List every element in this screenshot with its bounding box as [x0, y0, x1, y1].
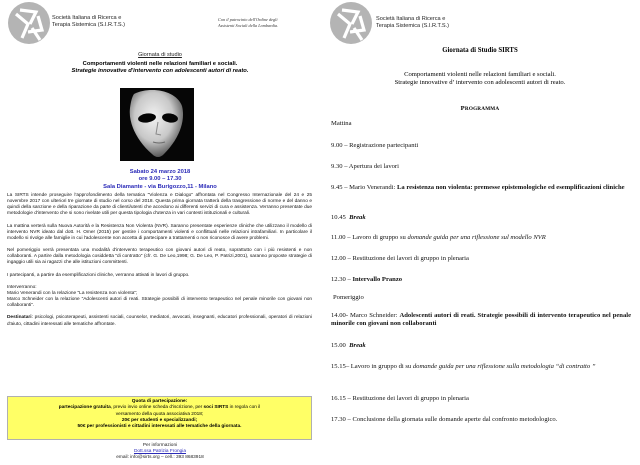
org-name: Società Italiana di Ricerca e Terapia Sistemica (S.I.R.T.S.) — [52, 15, 126, 28]
schedule-item: 14.00- Marco Schneider: Adolescenti autori di reati. Strategie possibili di intervento terapeutico nel penale minorile con giovani non collaboranti — [331, 312, 632, 328]
schedule-item: 10.45 Break — [331, 214, 366, 221]
schedule-item: 15.00 Break — [331, 342, 366, 349]
schedule-item: 12.30 – Intervallo Pranzo — [331, 276, 403, 283]
program-title: Giornata di Studio SIRTS — [442, 47, 518, 54]
schedule-section: Mattina — [331, 120, 352, 127]
event-time: ore 9.00 – 17.30 — [138, 176, 182, 183]
paragraph: La mattina verterà sulla Nuova Autorità e la Resistenza Non Violenta (NVR). Saranno presentate esperienze cliniche che utilizzano il modello di intervento NVR ideato dal dott. H. Omer (2015) per gestire i comportamenti violenti e conflittuali nelle relazioni intrafamiliari. In particolare il modello si rivolge alle famiglie in cui l'adolescente non accetta di partecipare a trattamenti o non riconosce di avere problemi. — [7, 223, 312, 241]
speakers-block: Interverranno: Mario Venerandi con la relazione "La resistenza non violenta"; Marco Schneider con la relazione "Adolescenti autori di reati. Strategie possibili di intervento terapeutico nel penale minorile con giovani non collaboranti". — [7, 284, 312, 309]
schedule-item: 11.00 – Lavoro di gruppo su domande guida per una riflessione sul modello NVR — [331, 234, 546, 241]
schedule-item: 17.30 – Conclusione della giornata sulle domande aperte dal confronto metodologico. — [331, 416, 558, 423]
eyebrow-label: Giornata di studio — [138, 52, 182, 58]
schedule-item: 9.00 – Registrazione partecipanti — [331, 142, 419, 149]
program-subtitle: Comportamenti violenti nelle relazioni familiari e sociali. Strategie innovative d’ intervento con adolescenti autori di reato. — [394, 71, 566, 87]
contact-person-link[interactable]: Dott.ssa Patrizia Frongia — [133, 449, 186, 455]
event-venue: Sala Diamante - via Burigozzo,11 - Milano — [103, 183, 217, 190]
flyer-title: Comportamenti violenti nelle relazioni familiari e sociali. — [82, 61, 238, 67]
sirts-logo-icon — [330, 2, 372, 44]
audience-block: Destinatari: psicologi, psicoterapeuti, assistenti sociali, counselor, mediatori, avvocati, insegnanti, educatori professionali, operatori di relazioni d'aiuto, cittadini interessati alle tematiche affrontate. — [7, 315, 312, 327]
contact-line: email: info@sirts.org – cell.: 393 8683918 — [116, 455, 204, 461]
fee-box: Quota di partecipazione: partecipazione gratuita, previo invio online scheda d'iscrizione, per soci SIRTS in regola con il versamento della quota associativa 2018; 20€ per studenti e specializzandi; 50€ per professionisti e cittadini interessati alle tematiche della giornata. — [7, 396, 312, 440]
event-date: Sabato 24 marzo 2018 — [129, 169, 191, 175]
event-info — [0, 169, 320, 191]
flyer-subtitle: Strategie innovative d'intervento con adolescenti autori di reato. — [71, 68, 249, 74]
paragraph: I partecipanti, a partire da esemplificazioni cliniche, verranno attivati in lavori di gruppo. — [7, 272, 190, 278]
org-name: Società Italiana di Ricerca e Terapia Sistemica (S.I.R.T.S.) — [376, 16, 450, 29]
schedule-item: 16.15 – Restituzione dei lavori di gruppo in plenaria — [331, 395, 469, 402]
schedule-item: 9.45 – Mario Venerandi: La resistenza non violenta: premesse epistemologiche ed esemplificazioni cliniche — [331, 184, 625, 191]
paragraph: Nel pomeriggio verrà presentata una modalità d'intervento terapeutico con giovani autori di reato, soprattutto con i più resistenti e non collaboranti. A partire dalla metodologia cosiddetta "di contratto" (cfr. G. De Leo,1998; G. De Leo, P. Patrizi,2001), saranno proposte strategie di ingaggio utili sia ai ragazzi che alle istituzioni committenti. — [7, 248, 312, 266]
schedule-section: Pomeriggio — [333, 294, 364, 301]
schedule-item: 9.30 – Apertura dei lavori — [331, 163, 399, 170]
intro-text — [7, 193, 312, 334]
schedule-item: 15.15– Lavoro in gruppo di su domande guida per una riflessione sulla metodologia “di contratto ” — [331, 363, 596, 370]
mask-image — [120, 88, 194, 161]
program-heading: PROGRAMMA — [460, 105, 500, 112]
patronage-note: Con il patrocinio dell'Ordine degli Assistenti Sociali della Lombardia. — [218, 17, 279, 28]
paragraph: La SIRTS intende proseguire l'approfondimento della tematica "Violenza e Dialogo" affrontata nel Congresso Internazionale del 24 e 25 novembre 2017 con ulteriori tre giornate di studio nel corso del 2018. Questa prima giornata tratterà della trasgressione di norme e del danno e quindi della sanzione e della riparazione da parte di clienti/utenti che accedono ai differenti servizi di cura e assistenza. Verranno presentate due metodologie d'intervento che si sono rivelate utili per questa tipologia d'utenza in vari contesti istituzionali e culturali. — [7, 193, 312, 217]
schedule-item: 12.00 – Restituzione dei lavori di gruppo in plenaria — [331, 255, 469, 262]
sirts-logo-icon — [8, 2, 50, 44]
contact-info: Per informazioni Dott.ssa Patrizia Frongia email: info@sirts.org – cell.: 393 8683918 — [0, 443, 320, 462]
